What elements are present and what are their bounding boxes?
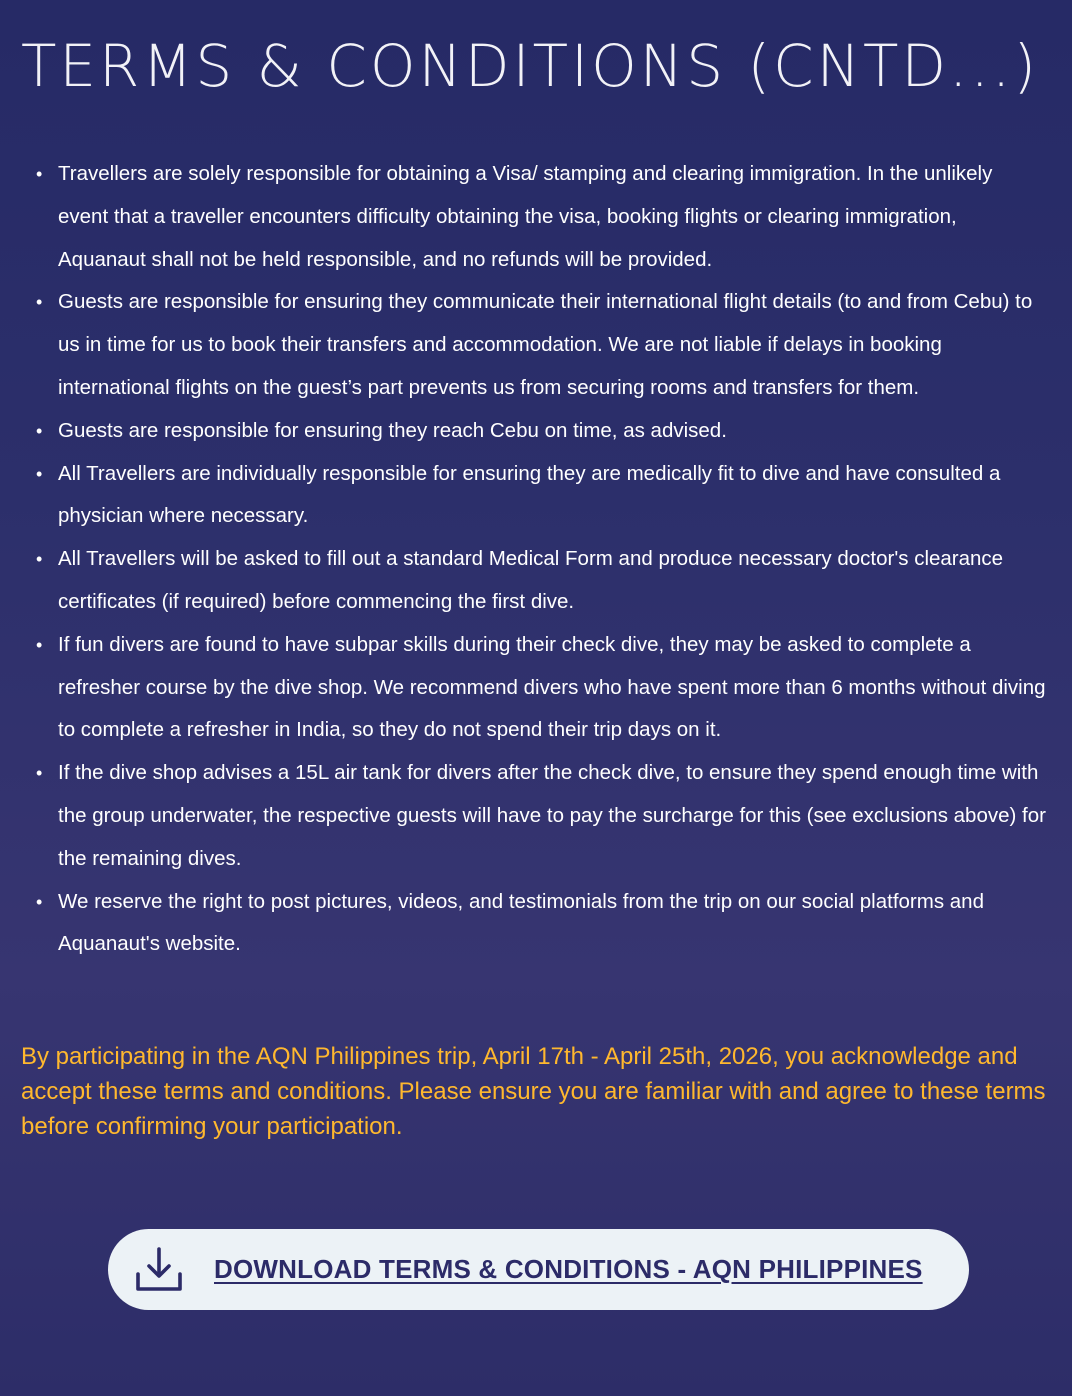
list-item bbox=[36, 881, 1048, 967]
acknowledgement-text: By participating in the AQN Philippines trip, April 17th - April 25th, 2026, you acknowledge and accept these terms and conditions. Please ensure you are familiar with and agree to these terms before confirming your participation. bbox=[21, 1043, 1046, 1140]
term-text: All Travellers will be asked to fill out a standard Medical Form and produce necessary doctor's clearance certificates (if required) before commencing the first dive. bbox=[58, 547, 1004, 613]
list-item bbox=[36, 624, 1048, 752]
term-text: If the dive shop advises a 15L air tank for divers after the check dive, to ensure they spend enough time with the group underwater, the respective guests will have to pay the surcharge for this (see exclusions above) for the remaining dives. bbox=[58, 761, 1046, 870]
download-button-label: DOWNLOAD TERMS & CONDITIONS - AQN PHILIPPINES bbox=[214, 1254, 923, 1284]
bullet: • bbox=[36, 420, 43, 441]
term-text: Travellers are solely responsible for obtaining a Visa/ stamping and clearing immigration. In the unlikely event that a traveller encounters difficulty obtaining the visa, booking flights or clearing immigration, Aquanaut shall not be held responsible, and no refunds will be provided. bbox=[58, 162, 993, 271]
term-text: Guests are responsible for ensuring they communicate their international flight details (to and from Cebu) to us in time for us to book their transfers and accommodation. We are not liable if delays in booking international flights on the guest’s part prevents us from securing rooms and transfers for them. bbox=[58, 290, 1033, 399]
list-item bbox=[36, 153, 1048, 281]
bullet: • bbox=[36, 634, 43, 655]
term-text: If fun divers are found to have subpar skills during their check dive, they may be asked to complete a refresher course by the dive shop. We recommend divers who have spent more than 6 months without diving to complete a refresher in India, so they do not spend their trip days on it. bbox=[58, 632, 1046, 742]
list-item bbox=[36, 410, 1048, 453]
list-item bbox=[36, 281, 1048, 409]
term-text: Guests are responsible for ensuring they reach Cebu on time, as advised. bbox=[58, 418, 727, 442]
list-item bbox=[36, 453, 1048, 539]
term-text: We reserve the right to post pictures, videos, and testimonials from the trip on our social platforms and Aquanaut's website. bbox=[58, 889, 984, 956]
download-icon bbox=[134, 1245, 184, 1295]
term-text: All Travellers are individually responsible for ensuring they are medically fit to dive and have consulted a physician where necessary. bbox=[58, 461, 1001, 528]
bullet: • bbox=[36, 891, 43, 912]
page-title: TERMS & CONDITIONS (CNTD...) bbox=[20, 32, 1039, 100]
terms-list bbox=[36, 153, 1048, 966]
bullet: • bbox=[36, 463, 43, 484]
list-item bbox=[36, 752, 1048, 880]
bullet: • bbox=[36, 763, 43, 784]
bullet: • bbox=[36, 549, 43, 570]
download-terms-button[interactable] bbox=[108, 1229, 969, 1310]
bullet: • bbox=[36, 292, 43, 313]
bullet: • bbox=[36, 164, 43, 184]
list-item bbox=[36, 538, 1048, 624]
